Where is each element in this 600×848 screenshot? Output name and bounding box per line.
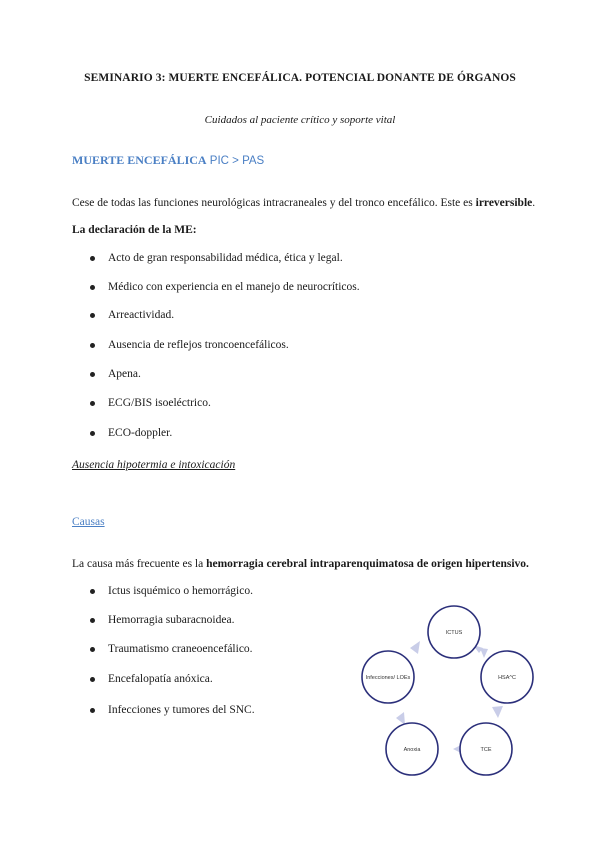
list-item — [90, 339, 289, 351]
causes-intro-text: La causa más frecuente es la — [72, 558, 207, 570]
cycle-node-label: HSA^C — [498, 675, 516, 681]
cycle-arrow — [492, 706, 503, 718]
list-item — [90, 281, 360, 293]
cycle-node-label: Infecciones/ LOEs — [365, 675, 411, 681]
intro-paragraph — [72, 197, 535, 209]
bullet-icon — [90, 431, 95, 436]
section-heading-muerte-encefalica — [72, 153, 264, 168]
bullet-icon — [90, 313, 95, 318]
list-item-text: Ausencia de reflejos troncoencefálicos. — [108, 339, 289, 351]
list-item-text: Apena. — [108, 368, 141, 380]
list-item — [90, 427, 172, 439]
list-item — [90, 368, 141, 380]
bullet-icon — [90, 401, 95, 406]
bullet-icon — [90, 589, 95, 594]
bullet-icon — [90, 372, 95, 377]
intro-bold-text: irreversible — [475, 197, 533, 209]
list-item-text: Infecciones y tumores del SNC. — [108, 704, 255, 716]
list-item-text: ECG/BIS isoeléctrico. — [108, 397, 211, 409]
cycle-arrow — [480, 648, 488, 658]
causes-cycle-diagram — [350, 600, 540, 780]
list-item — [90, 704, 255, 716]
causes-intro-bold: hemorragia cerebral intraparenquimatosa de origen hipertensivo. — [206, 558, 529, 570]
bullet-icon — [90, 708, 95, 713]
intro-text: Cese de todas las funciones neurológicas intracraneales y del tronco encefálico. Este es — [72, 197, 476, 209]
bullet-icon — [90, 285, 95, 290]
section-heading-rest: PIC > PAS — [206, 155, 265, 167]
list-item-text: Traumatismo craneoencefálico. — [108, 643, 253, 655]
list-item — [90, 643, 253, 655]
cycle-arrow — [396, 712, 405, 725]
list-item — [90, 397, 211, 409]
note-text: Ausencia hipotermia e intoxicación — [72, 459, 236, 471]
cycle-arrow — [410, 641, 420, 654]
bullet-icon — [90, 343, 95, 348]
cycle-node-label: Anoxia — [403, 747, 421, 753]
list-item — [90, 309, 174, 321]
bullet-icon — [90, 618, 95, 623]
list-item-text: ECO-doppler. — [108, 427, 173, 439]
list-item-text: Hemorragia subaracnoidea. — [108, 614, 235, 626]
list-item — [90, 252, 343, 264]
page-subtitle: Cuidados al paciente crítico y soporte vital — [204, 114, 396, 126]
bullet-icon — [90, 677, 95, 682]
bullet-icon — [90, 647, 95, 652]
list-item-text: Encefalopatía anóxica. — [108, 673, 213, 685]
list-item — [90, 585, 253, 597]
list-item-text: Acto de gran responsabilidad médica, ética y legal. — [108, 252, 343, 264]
cycle-node-label: TCE — [480, 747, 492, 753]
bullet-icon — [90, 256, 95, 261]
section-heading-main: MUERTE ENCEFÁLICA — [72, 153, 207, 167]
list-item — [90, 614, 234, 626]
declaration-label: La declaración de la ME: — [72, 224, 197, 236]
list-item-text: Arreactividad. — [108, 309, 175, 321]
intro-end: . — [532, 197, 536, 209]
list-item-text: Ictus isquémico o hemorrágico. — [108, 585, 253, 597]
section-heading-causas[interactable]: Causas — [72, 516, 105, 528]
page-title: SEMINARIO 3: MUERTE ENCEFÁLICA. POTENCIAL DONANTE DE ÓRGANOS — [84, 72, 516, 84]
causes-intro-paragraph — [72, 558, 529, 570]
list-item — [90, 673, 213, 685]
list-item-text: Médico con experiencia en el manejo de neurocríticos. — [108, 281, 360, 293]
cycle-node-label: ICTUS — [445, 630, 463, 636]
